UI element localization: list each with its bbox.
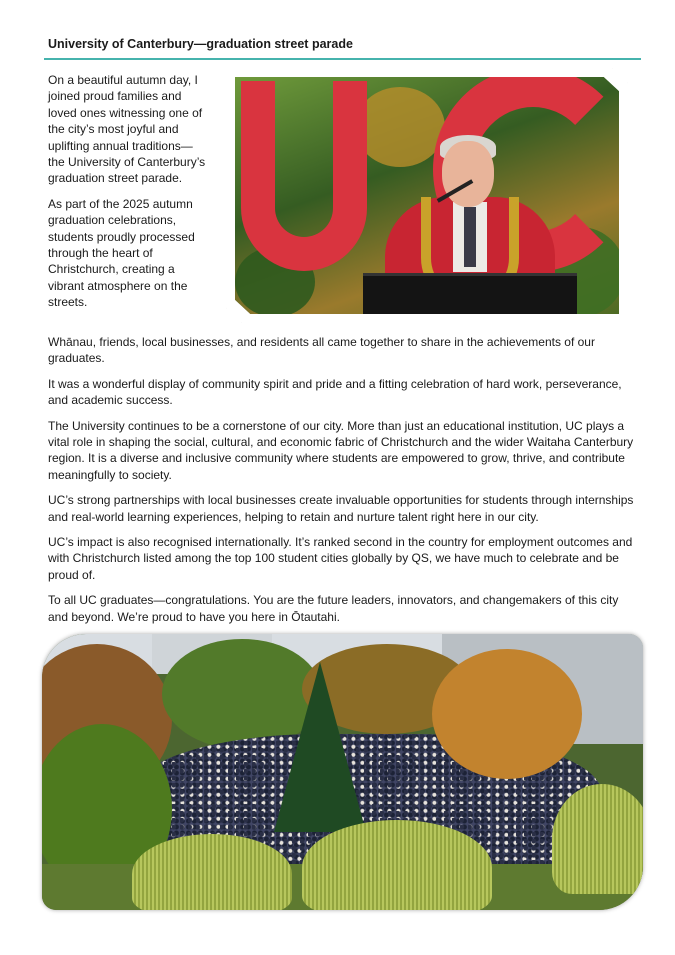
body-paragraph: Whānau, friends, local businesses, and residents all came together to share in the achievements of our graduates. — [48, 335, 595, 366]
body-paragraph: It was a wonderful display of community spirit and pride and a fitting celebration of hard work, perseverance, and academic success. — [48, 376, 622, 408]
title-divider — [44, 58, 641, 60]
body-paragraph: UC’s strong partnerships with local businesses create invaluable opportunities for students through internships and real-world learning experiences, helping to retain and nurture talent right here in our city. — [48, 493, 634, 524]
crowd-photo — [42, 634, 643, 910]
page-title: University of Canterbury—graduation street parade — [48, 37, 353, 51]
intro-column — [48, 72, 208, 320]
intro-paragraph: As part of the 2025 autumn graduation celebrations, students proudly processed through the heart of Christchurch, creating a vibrant atmosphere on the streets. — [48, 196, 195, 310]
speaker — [442, 141, 494, 207]
speaker-photo-frame — [226, 68, 628, 323]
uc-letter-u — [241, 81, 367, 271]
body-paragraph: To all UC graduates—congratulations. You are the future leaders, innovators, and changemakers of this city and beyond. We’re proud to have you here in Ōtautahi. — [48, 593, 619, 624]
speaker-photo — [235, 77, 619, 314]
intro-paragraph: On a beautiful autumn day, I joined proud families and loved ones witnessing one of the city’s most joyful and uplifting annual traditions—the University of Canterbury’s graduation street parade. — [48, 73, 206, 186]
conifer-tree — [274, 662, 366, 832]
lectern — [363, 273, 577, 314]
body-paragraph: UC’s impact is also recognised internationally. It’s ranked second in the country for employment outcomes and with Christchurch listed among the top 100 student cities globally by QS, we have much to celebrate and be proud of. — [48, 535, 633, 582]
article-body — [48, 334, 638, 634]
body-paragraph: The University continues to be a cornerstone of our city. More than just an educational institution, UC plays a vital role in shaping the social, cultural, and economic fabric of Christchurch and the wider Waitaha Canterbury region. It is a diverse and inclusive community where students are empowered to grow, thrive, and contribute meaningfully to society. — [48, 418, 634, 482]
